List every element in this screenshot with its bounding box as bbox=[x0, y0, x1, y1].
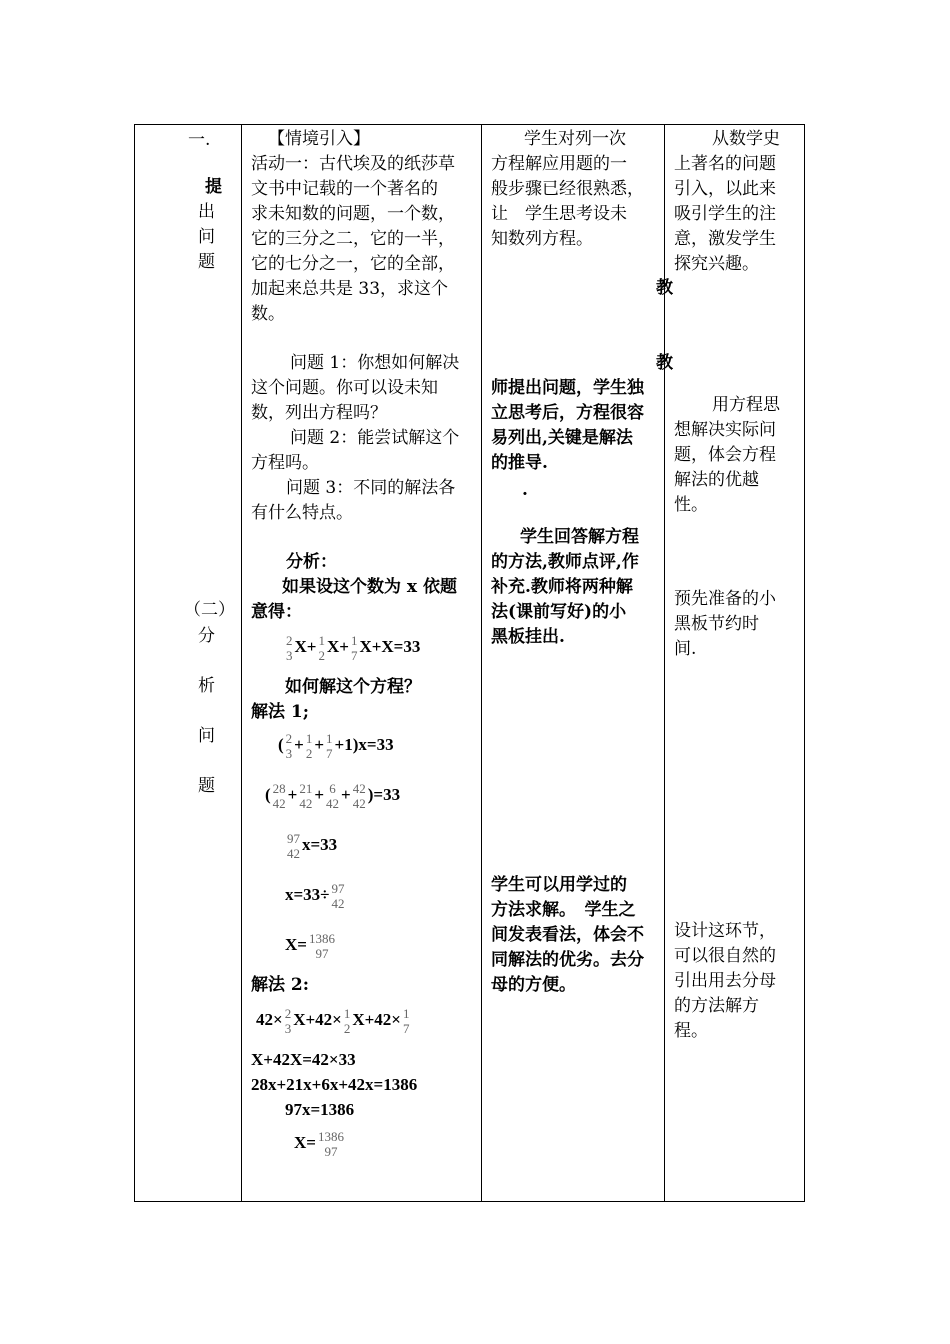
fraction: 2 3 bbox=[284, 1006, 292, 1037]
setup-line: 如果设这个数为 x 依题 bbox=[282, 577, 457, 597]
fraction: 97 42 bbox=[331, 881, 345, 912]
question-line: 方程吗。 bbox=[251, 453, 319, 473]
activity-text: 知数列方程。 bbox=[491, 229, 593, 249]
section-two-char: 题 bbox=[198, 776, 215, 796]
activity-text: 学生回答解方程 bbox=[520, 527, 639, 547]
section-one-char: 提 bbox=[205, 177, 222, 197]
fraction: 1 7 bbox=[326, 731, 333, 762]
fraction: 97 42 bbox=[287, 831, 300, 862]
method-two-step: 42× 2 3 X+42× 1 2 X+42× 1 7 bbox=[256, 1006, 410, 1037]
activity-text: 教 bbox=[656, 278, 673, 298]
activity-line: 它的三分之二，它的一半， bbox=[251, 229, 455, 249]
section-one-char: 问 bbox=[198, 227, 215, 247]
design-text: 意，激发学生 bbox=[674, 229, 776, 249]
analysis-label: 分析： bbox=[286, 552, 337, 572]
fraction: 6 42 bbox=[326, 781, 340, 812]
activity-line: 文书中记载的一个著名的 bbox=[251, 179, 438, 199]
method-two-step: X+42X=42×33 bbox=[251, 1050, 356, 1069]
section-two-char: 分 bbox=[198, 626, 215, 646]
question-line: 有什么特点。 bbox=[251, 503, 353, 523]
activity-text: 方程解应用题的一 bbox=[491, 154, 627, 174]
section-two-char: 问 bbox=[198, 726, 215, 746]
activity-text: 般步骤已经很熟悉， bbox=[491, 179, 644, 199]
activity-text: . bbox=[522, 480, 528, 500]
method-two-label: 解法 2: bbox=[251, 975, 310, 995]
column-divider bbox=[241, 124, 242, 1202]
activity-line: 活动一：古代埃及的纸莎草 bbox=[251, 154, 455, 174]
fraction: 2 3 bbox=[286, 633, 293, 664]
design-text: 引出用去分母 bbox=[674, 971, 776, 991]
activity-text: 间发表看法，体会不 bbox=[491, 925, 644, 945]
method-one-step: ( 28 42 + 21 42 + 6 42 + 42 42 )=33 bbox=[265, 781, 401, 812]
activity-line: 求未知数的问题，一个数， bbox=[251, 204, 455, 224]
section-two-char: 析 bbox=[198, 676, 215, 696]
activity-text: 易列出,关键是解法 bbox=[491, 428, 633, 448]
question-line: 这个问题。你可以设未知 bbox=[251, 378, 438, 398]
question-line: 问题 3：不同的解法各 bbox=[286, 478, 456, 498]
method-two-result: X= 1386 97 bbox=[294, 1129, 344, 1160]
activity-text: 师提出问题，学生独 bbox=[491, 378, 644, 398]
scenario-heading: 【情境引入】 bbox=[268, 129, 370, 149]
question-line: 数，列出方程吗？ bbox=[251, 403, 387, 423]
method-two-step: 28x+21x+6x+42x=1386 bbox=[251, 1075, 418, 1094]
fraction: 1 7 bbox=[350, 633, 358, 664]
activity-line: 它的七分之一，它的全部， bbox=[251, 254, 455, 274]
method-one-step: 97 42 x=33 bbox=[287, 831, 338, 862]
design-text: 上著名的问题 bbox=[674, 154, 776, 174]
section-two-number: （二） bbox=[184, 600, 235, 620]
design-text: 吸引学生的注 bbox=[674, 204, 776, 224]
design-text: 性。 bbox=[674, 495, 708, 515]
fraction: 1 7 bbox=[403, 1006, 410, 1037]
fraction: 42 42 bbox=[352, 781, 366, 812]
design-text: 用方程思 bbox=[712, 395, 780, 415]
design-text: 程。 bbox=[674, 1021, 708, 1041]
activity-line: 数。 bbox=[251, 304, 285, 324]
section-one-char: 出 bbox=[198, 202, 215, 222]
design-text: 解法的优越 bbox=[674, 470, 759, 490]
activity-text: 教 bbox=[656, 353, 673, 373]
design-text: 间. bbox=[674, 639, 697, 659]
column-divider bbox=[481, 124, 482, 1202]
design-text: 题，体会方程 bbox=[674, 445, 776, 465]
main-equation: 2 3 X+ 1 2 X+ 1 7 X+X=33 bbox=[286, 633, 421, 664]
fraction: 1386 97 bbox=[308, 931, 335, 962]
method-one-label: 解法 1; bbox=[251, 702, 310, 722]
activity-text: 的方法,教师点评,作 bbox=[491, 552, 639, 572]
activity-text: 法(课前写好)的小 bbox=[491, 602, 627, 622]
activity-text: 同解法的优劣。去分 bbox=[491, 950, 644, 970]
design-text: 引入，以此来 bbox=[674, 179, 776, 199]
fraction: 1386 97 bbox=[317, 1129, 344, 1160]
method-one-step: ( 2 3 + 1 2 + 1 7 +1)x=33 bbox=[278, 731, 394, 762]
method-one-result: X= 1386 97 bbox=[285, 931, 335, 962]
activity-text: 立思考后，方程很容 bbox=[491, 403, 644, 423]
fraction: 1 2 bbox=[343, 1006, 351, 1037]
fraction: 2 3 bbox=[285, 731, 293, 762]
activity-text: 黑板挂出. bbox=[491, 627, 565, 647]
fraction: 1 2 bbox=[305, 731, 313, 762]
section-one-number: 一. bbox=[188, 130, 211, 150]
fraction: 28 42 bbox=[272, 781, 286, 812]
design-text: 从数学史 bbox=[712, 129, 780, 149]
method-two-step: 97x=1386 bbox=[285, 1100, 355, 1119]
activity-text: 让 学生思考设未 bbox=[491, 204, 627, 224]
design-text: 可以很自然的 bbox=[674, 946, 776, 966]
activity-text: 方法求解。 学生之 bbox=[491, 900, 636, 920]
method-one-step: x=33÷ 97 42 bbox=[285, 881, 345, 912]
section-one-char: 题 bbox=[198, 252, 215, 272]
design-text: 的方法解方 bbox=[674, 996, 759, 1016]
activity-text: 学生可以用学过的 bbox=[491, 875, 627, 895]
activity-text: 补充.教师将两种解 bbox=[491, 577, 633, 597]
fraction: 21 42 bbox=[299, 781, 313, 812]
activity-line: 加起来总共是 33，求这个 bbox=[251, 279, 449, 299]
activity-text: 母的方便。 bbox=[491, 975, 576, 995]
design-text: 想解决实际问 bbox=[674, 420, 776, 440]
design-text: 预先准备的小 bbox=[674, 589, 776, 609]
setup-line: 意得： bbox=[251, 602, 302, 622]
activity-text: 学生对列一次 bbox=[524, 129, 626, 149]
design-text: 设计这环节， bbox=[674, 921, 776, 941]
fraction: 1 2 bbox=[318, 633, 325, 664]
activity-text: 的推导. bbox=[491, 453, 548, 473]
design-text: 探究兴趣。 bbox=[674, 254, 759, 274]
design-text: 黑板节约时 bbox=[674, 614, 759, 634]
question-line: 问题 2：能尝试解这个 bbox=[290, 428, 460, 448]
question-line: 问题 1：你想如何解决 bbox=[290, 353, 460, 373]
how-solve-line: 如何解这个方程？ bbox=[285, 677, 421, 697]
